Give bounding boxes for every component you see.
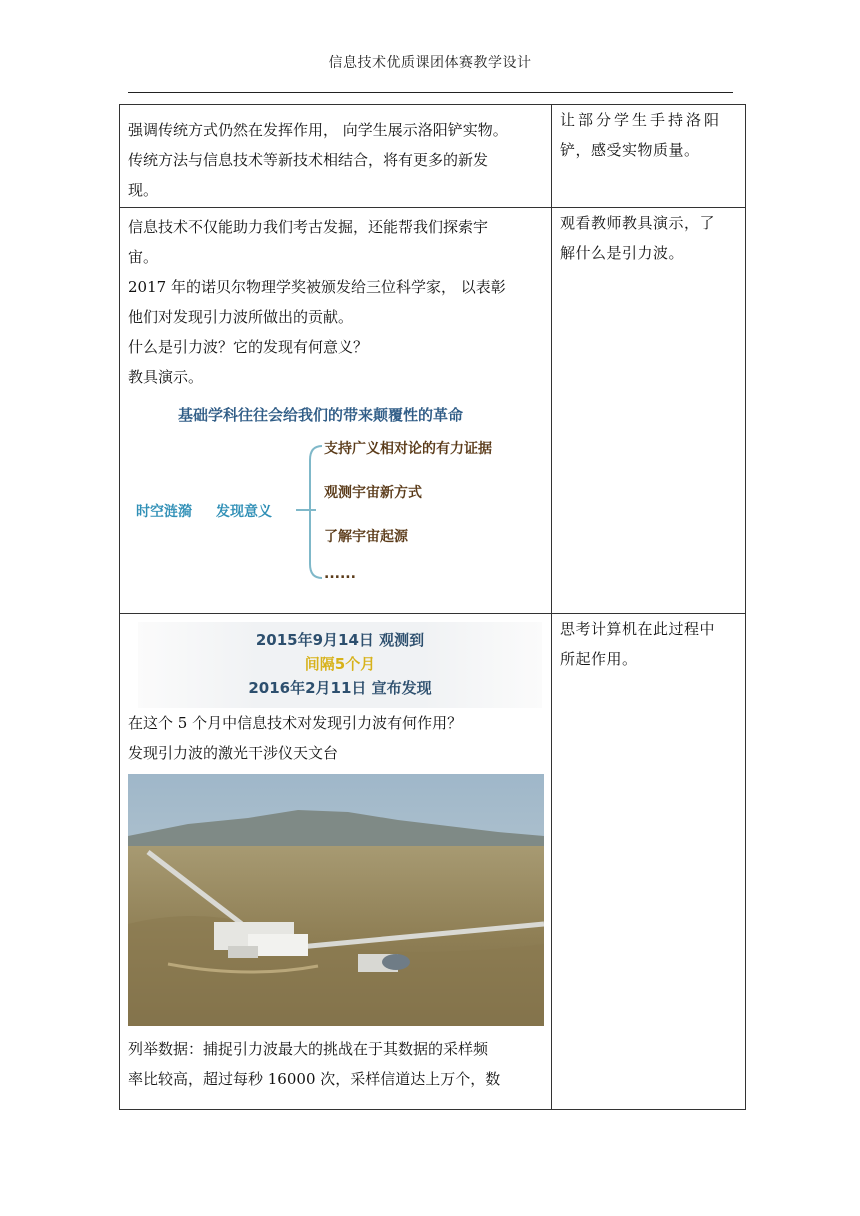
student-activity-cell — [552, 208, 746, 614]
text-line: 什么是引力波？它的发现有何意义？ — [128, 338, 369, 356]
page-header-title: 信息技术优质课团体赛教学设计 — [328, 55, 532, 71]
text-line: 现。 — [128, 181, 159, 199]
mindmap-center: 发现意义 — [216, 504, 272, 520]
text-line: 传统方法与信息技术等新技术相结合，将有更多的新发 — [128, 151, 489, 169]
student-activity-cell — [552, 614, 746, 1110]
text-line: 发现引力波的激光干涉仪天文台 — [128, 744, 339, 762]
banner-line-announced: 2016年2月11日 宣布发现 — [248, 679, 432, 697]
header-rule — [128, 92, 733, 93]
banner-line-interval: 间隔5个月 — [304, 655, 376, 673]
ligo-observatory-photo — [128, 774, 544, 1026]
text-line: 宙。 — [128, 248, 159, 266]
text-line: 让部分学生手持洛阳 — [560, 111, 723, 129]
text-line: 所起作用。 — [560, 650, 638, 668]
text-line: 观看教师教具演示，了 — [560, 214, 716, 232]
text-line: 思考计算机在此过程中 — [560, 620, 716, 638]
table-row — [120, 105, 746, 208]
significance-mindmap-figure — [126, 398, 546, 598]
teacher-activity-cell — [120, 614, 552, 1110]
timeline-banner — [138, 622, 542, 708]
mindmap-branch: 支持广义相对论的有力证据 — [324, 441, 492, 457]
text-line: 他们对发现引力波所做出的贡献。 — [128, 308, 354, 326]
mindmap-branch: ...... — [324, 566, 356, 582]
text-line: 2017 年的诺贝尔物理学奖被颁发给三位科学家， 以表彰 — [128, 278, 506, 296]
mindmap-branch: 观测宇宙新方式 — [324, 485, 422, 501]
text-line: 解什么是引力波。 — [560, 244, 685, 262]
table-row — [120, 208, 746, 614]
mindmap-root: 时空涟漪 — [136, 504, 192, 520]
text-line: 铲，感受实物质量。 — [560, 141, 700, 159]
lesson-table — [119, 104, 746, 1110]
text-line: 列举数据：捕捉引力波最大的挑战在于其数据的采样频 — [128, 1040, 489, 1058]
mindmap-title: 基础学科往往会给我们的带来颠覆性的革命 — [178, 406, 464, 424]
text-line: 教具演示。 — [128, 368, 204, 386]
table-row — [120, 614, 746, 1110]
text-line: 在这个 5 个月中信息技术对发现引力波有何作用？ — [128, 714, 463, 732]
mindmap-branch: 了解宇宙起源 — [324, 529, 408, 545]
teacher-activity-cell — [120, 208, 552, 614]
teacher-activity-cell — [120, 105, 552, 208]
banner-line-observed: 2015年9月14日 观测到 — [255, 631, 425, 649]
text-line: 率比较高，超过每秒 16000 次，采样信道达上万个，数 — [128, 1070, 501, 1088]
student-activity-cell — [552, 105, 746, 208]
text-line: 信息技术不仅能助力我们考古发掘，还能帮我们探索宇 — [128, 218, 489, 236]
text-line: 强调传统方式仍然在发挥作用， 向学生展示洛阳铲实物。 — [128, 121, 508, 139]
